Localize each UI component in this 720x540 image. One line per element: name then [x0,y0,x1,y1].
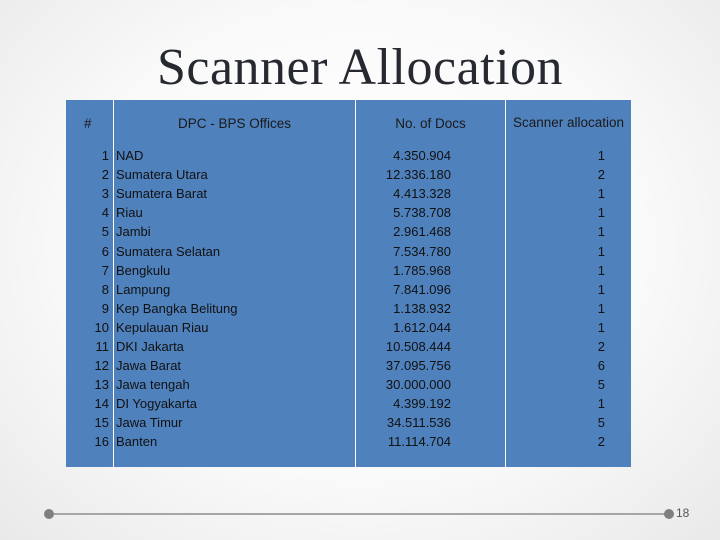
row-scanner-allocation: 1 [597,319,605,335]
row-scanner-allocation: 2 [597,338,605,354]
row-number: 15 [66,413,114,432]
row-number: 2 [66,165,114,184]
row-doc-count: 1.785.968 [356,261,506,280]
row-number: 10 [66,318,114,337]
header-allocation: Scanner allocation [506,100,631,146]
row-doc-count: 4.399.192 [356,394,506,413]
row-number: 6 [66,241,114,260]
table-row [66,203,631,222]
table-row [66,375,631,394]
slide-title: Scanner Allocation [156,39,564,96]
header-docs: No. of Docs [356,100,506,146]
table-body [66,146,631,470]
row-number: 5 [66,222,114,241]
row-office: Riau [114,203,356,222]
row-scanner-allocation: 1 [597,148,605,164]
row-scanner-allocation: 5 [597,415,605,431]
row-office: Bengkulu [114,261,356,280]
row-office: Jawa Timur [114,413,356,432]
row-office: Jambi [114,222,356,241]
footer-right-dot [664,509,674,519]
row-scanner-allocation: 5 [597,377,605,393]
row-scanner-allocation: 1 [597,396,605,412]
row-number: 8 [66,280,114,299]
row-scanner-allocation: 6 [597,358,605,374]
table-row [66,299,631,318]
row-doc-count: 5.738.708 [356,203,506,222]
header-office: DPC - BPS Offices [114,100,356,146]
table-row [66,432,631,451]
row-doc-count: 30.000.000 [356,375,506,394]
table-row [66,146,631,165]
row-doc-count: 2.961.468 [356,222,506,241]
table-empty-row [66,452,631,470]
row-office: DKI Jakarta [114,337,356,356]
row-number: 1 [66,146,114,165]
table-row [66,184,631,203]
row-doc-count: 7.841.096 [356,280,506,299]
row-number: 16 [66,432,114,451]
row-office: Sumatera Utara [114,165,356,184]
row-doc-count: 12.336.180 [356,165,506,184]
row-number: 14 [66,394,114,413]
row-number: 13 [66,375,114,394]
table-row [66,337,631,356]
row-doc-count: 7.534.780 [356,241,506,260]
row-scanner-allocation: 1 [597,224,605,240]
row-office: Sumatera Selatan [114,241,356,260]
table-row [66,241,631,260]
row-doc-count: 1.612.044 [356,318,506,337]
row-number: 12 [66,356,114,375]
row-doc-count: 37.095.756 [356,356,506,375]
header-number: # [66,100,114,146]
table-header-row [66,100,631,146]
row-scanner-allocation: 1 [597,262,605,278]
row-scanner-allocation: 1 [597,186,605,202]
empty-cell [114,452,356,470]
table-row [66,261,631,280]
row-doc-count: 4.413.328 [356,184,506,203]
table-row [66,165,631,184]
empty-cell [66,452,114,470]
row-scanner-allocation: 1 [597,205,605,221]
row-scanner-allocation: 1 [597,243,605,259]
row-doc-count: 10.508.444 [356,337,506,356]
row-number: 7 [66,261,114,280]
table-row [66,318,631,337]
table-row [66,356,631,375]
row-office: Kepulauan Riau [114,318,356,337]
row-doc-count: 1.138.932 [356,299,506,318]
table-row [66,222,631,241]
page-number: 18 [676,506,690,520]
footer-rule [54,513,666,515]
allocation-table-container [66,100,631,467]
row-doc-count: 34.511.536 [356,413,506,432]
empty-cell [356,452,506,470]
row-number: 11 [66,337,114,356]
row-scanner-allocation: 1 [597,281,605,297]
row-office: Jawa Barat [114,356,356,375]
row-doc-count: 11.114.704 [356,432,506,451]
row-office: Banten [114,432,356,451]
table-row [66,413,631,432]
row-office: Jawa tengah [114,375,356,394]
row-office: Kep Bangka Belitung [114,299,356,318]
row-office: NAD [114,146,356,165]
row-office: Sumatera Barat [114,184,356,203]
row-doc-count: 4.350.904 [356,146,506,165]
row-number: 4 [66,203,114,222]
row-scanner-allocation: 2 [597,434,605,450]
table-row [66,280,631,299]
footer-left-dot [44,509,54,519]
row-number: 3 [66,184,114,203]
row-scanner-allocation: 1 [597,300,605,316]
allocation-table [66,100,631,470]
table-row [66,394,631,413]
row-number: 9 [66,299,114,318]
row-office: Lampung [114,280,356,299]
empty-cell [506,452,631,470]
row-office: DI Yogyakarta [114,394,356,413]
row-scanner-allocation: 2 [597,167,605,183]
